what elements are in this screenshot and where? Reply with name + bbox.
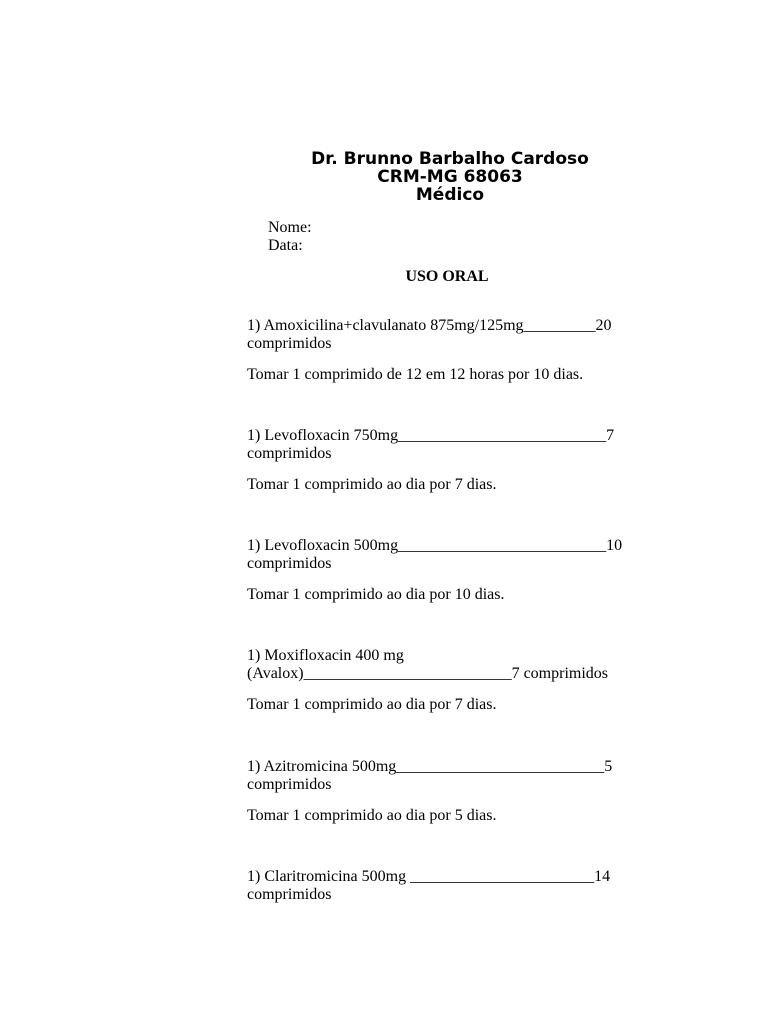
- doctor-header: [300, 150, 600, 204]
- prescription-item: [247, 868, 657, 904]
- prescription-quantity-line: comprimidos: [247, 776, 332, 793]
- prescription-item: [247, 647, 657, 714]
- doctor-title: Médico: [415, 185, 485, 205]
- patient-date-label: Data:: [268, 237, 303, 254]
- prescription-item: [247, 758, 657, 825]
- prescription-quantity-line: comprimidos: [247, 886, 332, 903]
- prescription-item: [247, 537, 657, 604]
- prescription-quantity-line: (Avalox)__________________________7 comprimidos: [247, 665, 609, 682]
- prescription-item: [247, 427, 657, 494]
- prescription-drug-line: 1) Levofloxacin 750mg__________________________7: [247, 427, 615, 444]
- section-title: USO ORAL: [405, 268, 489, 285]
- prescription-drug-line: 1) Amoxicilina+clavulanato 875mg/125mg_________20: [247, 317, 612, 334]
- prescription-quantity-line: comprimidos: [247, 445, 332, 462]
- patient-info: [268, 219, 312, 255]
- prescription-drug-line: 1) Moxifloxacin 400 mg: [247, 647, 404, 664]
- prescription-instruction: Tomar 1 comprimido ao dia por 10 dias.: [247, 586, 505, 603]
- prescription-drug-line: 1) Levofloxacin 500mg__________________________10: [247, 537, 623, 554]
- prescription-instruction: Tomar 1 comprimido de 12 em 12 horas por 10 dias.: [247, 366, 584, 383]
- prescription-drug-line: 1) Claritromicina 500mg _______________________14: [247, 868, 611, 885]
- prescription-instruction: Tomar 1 comprimido ao dia por 7 dias.: [247, 696, 497, 713]
- prescription-quantity-line: comprimidos: [247, 555, 332, 572]
- prescription-quantity-line: comprimidos: [247, 335, 332, 352]
- prescription-instruction: Tomar 1 comprimido ao dia por 7 dias.: [247, 476, 497, 493]
- doctor-crm: CRM-MG 68063: [377, 167, 523, 187]
- prescription-item: [247, 317, 657, 384]
- prescription-instruction: Tomar 1 comprimido ao dia por 5 dias.: [247, 807, 497, 824]
- doctor-name: Dr. Brunno Barbalho Cardoso: [311, 149, 589, 169]
- prescription-drug-line: 1) Azitromicina 500mg__________________________5: [247, 758, 613, 775]
- patient-name-label: Nome:: [268, 219, 312, 236]
